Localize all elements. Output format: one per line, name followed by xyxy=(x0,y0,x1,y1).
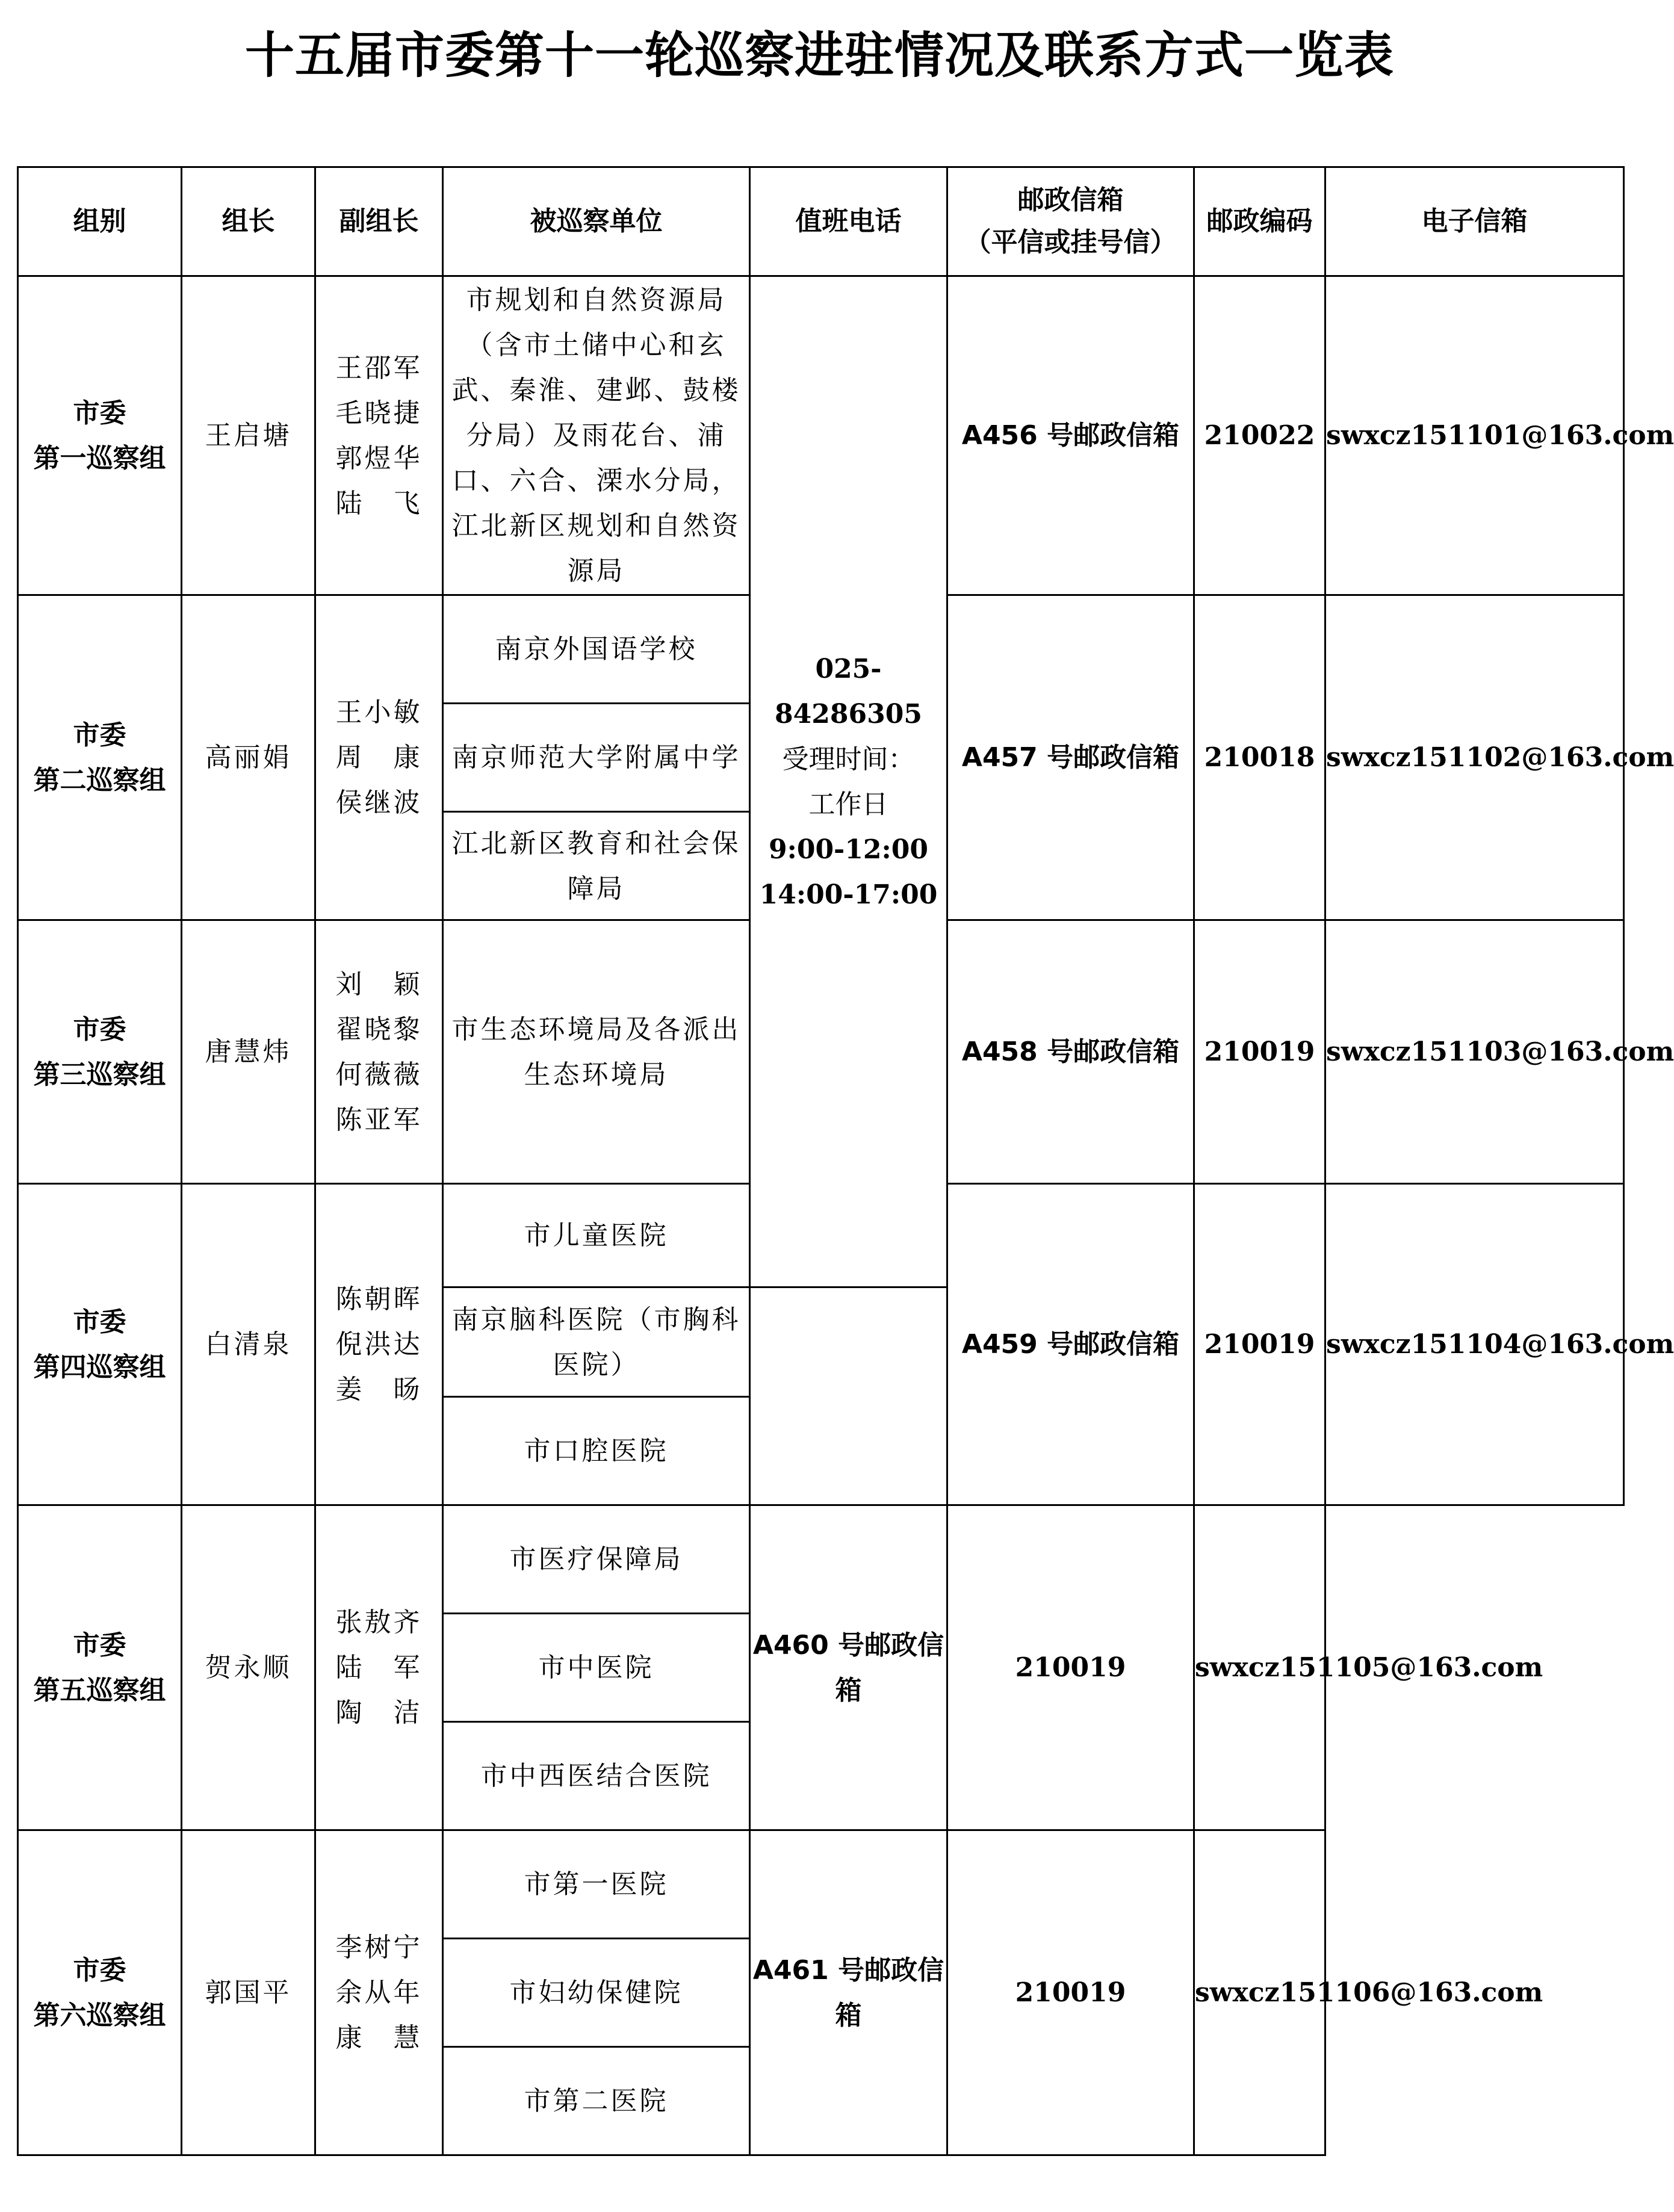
inspected-unit: 市第一医院 xyxy=(443,1830,750,1939)
duty-morning: 9:00-12:00 xyxy=(768,834,929,865)
email: swxcz151105@163.com xyxy=(1194,1505,1325,1830)
header-phone: 值班电话 xyxy=(750,167,947,276)
mailbox: A458 号邮政信箱 xyxy=(947,920,1194,1184)
header-group: 组别 xyxy=(18,167,182,276)
mailbox: A456 号邮政信箱 xyxy=(947,276,1194,595)
group-deputies: 陈朝晖 倪洪达 姜 旸 xyxy=(315,1184,443,1505)
group-leader: 郭国平 xyxy=(182,1830,315,2155)
inspected-unit: 市口腔医院 xyxy=(443,1397,750,1505)
header-mailbox-line1: 邮政信箱 xyxy=(1017,185,1124,215)
inspected-unit: 市儿童医院 xyxy=(443,1184,750,1287)
inspected-unit: 江北新区教育和社会保障局 xyxy=(443,812,750,920)
group-name: 市委 第二巡察组 xyxy=(18,595,182,920)
inspected-unit: 市医疗保障局 xyxy=(443,1505,750,1614)
group-leader: 唐慧炜 xyxy=(182,920,315,1184)
group-deputies: 刘 颖 翟晓黎 何薇薇 陈亚军 xyxy=(315,920,443,1184)
group-deputies: 王小敏 周 康 侯继波 xyxy=(315,595,443,920)
inspected-unit: 市第二医院 xyxy=(443,2047,750,2155)
group-name: 市委 第四巡察组 xyxy=(18,1184,182,1505)
duty-phone-cell xyxy=(750,276,947,1287)
header-deputy: 副组长 xyxy=(315,167,443,276)
email: swxcz151104@163.com xyxy=(1325,1184,1624,1505)
postcode: 210019 xyxy=(947,1830,1194,2155)
group-name: 市委 第六巡察组 xyxy=(18,1830,182,2155)
group-deputies: 王邵军 毛晓捷 郭煜华 陆 飞 xyxy=(315,276,443,595)
inspected-unit: 市生态环境局及各派出生态环境局 xyxy=(443,920,750,1184)
header-postcode: 邮政编码 xyxy=(1194,167,1325,276)
mailbox: A461 号邮政信箱 xyxy=(750,1830,947,2155)
duty-afternoon: 14:00-17:00 xyxy=(759,879,938,910)
header-email: 电子信箱 xyxy=(1325,167,1624,276)
inspected-unit: 南京师范大学附属中学 xyxy=(443,704,750,812)
postcode: 210019 xyxy=(1194,920,1325,1184)
table-row xyxy=(18,1505,1624,1614)
duty-hours-label: 受理时间： xyxy=(782,743,915,775)
email: swxcz151102@163.com xyxy=(1325,595,1624,920)
header-leader: 组长 xyxy=(182,167,315,276)
email: swxcz151106@163.com xyxy=(1194,1830,1325,2155)
email: swxcz151101@163.com xyxy=(1325,276,1624,595)
mailbox: A459 号邮政信箱 xyxy=(947,1184,1194,1505)
inspected-unit: 市中西医结合医院 xyxy=(443,1722,750,1830)
postcode: 210022 xyxy=(1194,276,1325,595)
table-row xyxy=(18,1830,1624,1939)
table-row xyxy=(18,276,1624,595)
header-mailbox xyxy=(947,167,1194,276)
duty-days: 工作日 xyxy=(808,788,888,820)
header-mailbox-line2: （平信或挂号信） xyxy=(964,227,1177,258)
group-leader: 王启塘 xyxy=(182,276,315,595)
group-name: 市委 第三巡察组 xyxy=(18,920,182,1184)
postcode: 210019 xyxy=(1194,1184,1325,1505)
group-leader: 高丽娟 xyxy=(182,595,315,920)
mailbox: A457 号邮政信箱 xyxy=(947,595,1194,920)
inspected-unit: 市中医院 xyxy=(443,1614,750,1722)
postcode: 210018 xyxy=(1194,595,1325,920)
page-title: 十五届市委第十一轮巡察进驻情况及联系方式一览表 xyxy=(244,27,1394,84)
inspection-table xyxy=(17,166,1674,2156)
inspected-unit: 市规划和自然资源局（含市土储中心和玄武、秦淮、建邺、鼓楼分局）及雨花台、浦口、六合、溧水分局，江北新区规划和自然资源局 xyxy=(443,276,750,595)
group-name: 市委 第五巡察组 xyxy=(18,1505,182,1830)
header-row xyxy=(18,167,1624,276)
header-unit: 被巡察单位 xyxy=(443,167,750,276)
group-name: 市委 第一巡察组 xyxy=(18,276,182,595)
group-deputies: 张敖齐 陆 军 陶 洁 xyxy=(315,1505,443,1830)
group-leader: 白清泉 xyxy=(182,1184,315,1505)
inspected-unit: 南京外国语学校 xyxy=(443,595,750,704)
mailbox: A460 号邮政信箱 xyxy=(750,1505,947,1830)
postcode: 210019 xyxy=(947,1505,1194,1830)
group-leader: 贺永顺 xyxy=(182,1505,315,1830)
group-deputies: 李树宁 余从年 康 慧 xyxy=(315,1830,443,2155)
duty-phone: 025-84286305 xyxy=(775,653,922,730)
inspected-unit: 市妇幼保健院 xyxy=(443,1939,750,2047)
email: swxcz151103@163.com xyxy=(1325,920,1624,1184)
inspected-unit: 南京脑科医院（市胸科医院） xyxy=(443,1287,750,1397)
